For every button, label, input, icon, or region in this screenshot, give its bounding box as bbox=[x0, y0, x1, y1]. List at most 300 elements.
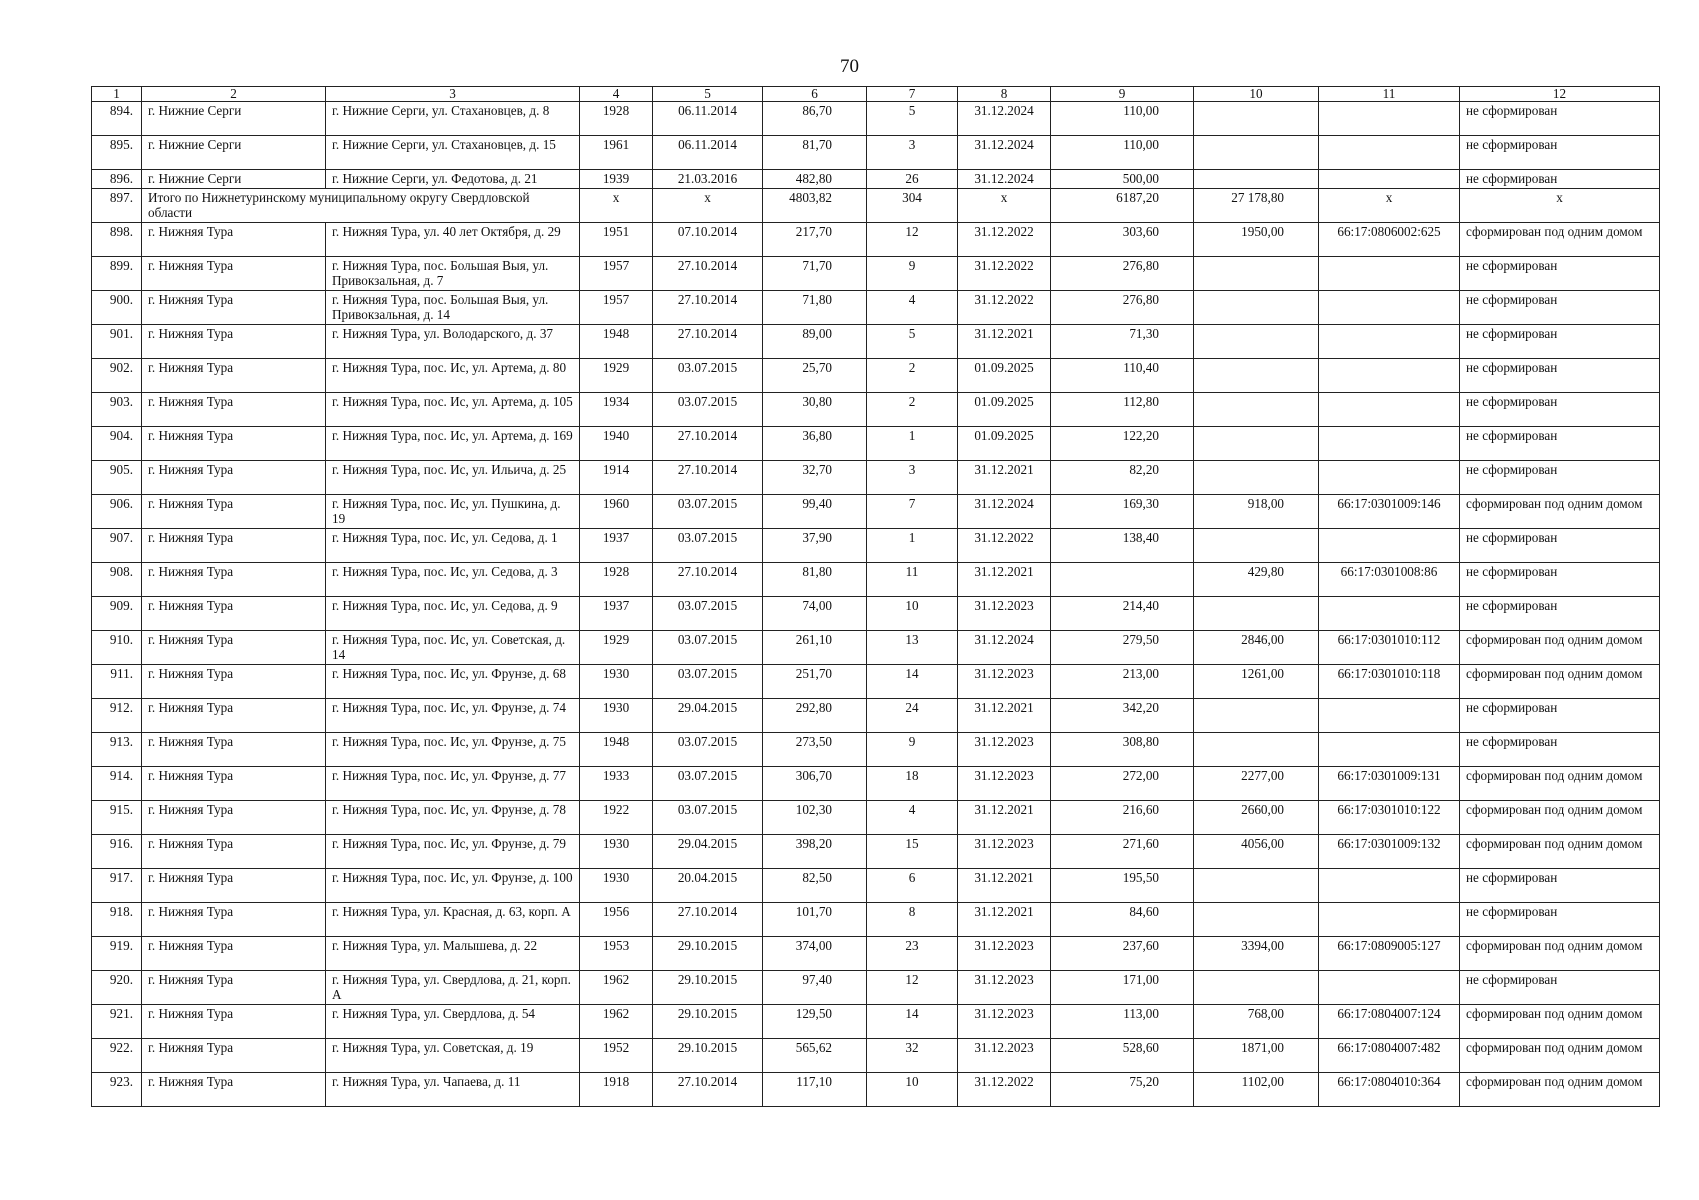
date-cell: 06.11.2014 bbox=[653, 102, 763, 136]
deadline-cell: 31.12.2024 bbox=[958, 102, 1051, 136]
land-area-cell: 82,20 bbox=[1051, 461, 1194, 495]
deadline-cell: 31.12.2021 bbox=[958, 325, 1051, 359]
year-cell: 1937 bbox=[580, 529, 653, 563]
city-cell: г. Нижняя Тура bbox=[142, 801, 326, 835]
people-cell: 8 bbox=[867, 903, 958, 937]
table-row bbox=[92, 257, 1660, 291]
area-cell: 81,70 bbox=[763, 136, 867, 170]
city-cell: г. Нижние Серги bbox=[142, 102, 326, 136]
date-cell: 27.10.2014 bbox=[653, 461, 763, 495]
table-row bbox=[92, 223, 1660, 257]
land-area-cell: 138,40 bbox=[1051, 529, 1194, 563]
column-number-row bbox=[92, 87, 1660, 102]
address-cell: г. Нижняя Тура, пос. Ис, ул. Артема, д. 80 bbox=[326, 359, 580, 393]
deadline-cell: 31.12.2021 bbox=[958, 869, 1051, 903]
status-cell: сформирован под одним домом bbox=[1460, 767, 1660, 801]
fact-area-cell bbox=[1194, 529, 1319, 563]
table-row bbox=[92, 869, 1660, 903]
area-cell: 74,00 bbox=[763, 597, 867, 631]
land-area-cell: 528,60 bbox=[1051, 1039, 1194, 1073]
cadastral-number-cell: 66:17:0301009:132 bbox=[1319, 835, 1460, 869]
column-header: 5 bbox=[653, 87, 763, 102]
rows-after bbox=[92, 223, 1660, 1107]
table-row bbox=[92, 1039, 1660, 1073]
deadline-cell: 31.12.2023 bbox=[958, 733, 1051, 767]
date-cell: 03.07.2015 bbox=[653, 495, 763, 529]
city-cell: г. Нижняя Тура bbox=[142, 223, 326, 257]
year-cell: 1957 bbox=[580, 257, 653, 291]
area-cell: 129,50 bbox=[763, 1005, 867, 1039]
row-number: 921. bbox=[92, 1005, 142, 1039]
deadline-cell: 01.09.2025 bbox=[958, 427, 1051, 461]
row-number: 911. bbox=[92, 665, 142, 699]
area-cell: 36,80 bbox=[763, 427, 867, 461]
fact-area-cell bbox=[1194, 903, 1319, 937]
column-header: 10 bbox=[1194, 87, 1319, 102]
address-cell: г. Нижняя Тура, пос. Ис, ул. Советская, д. 14 bbox=[326, 631, 580, 665]
land-area-cell: 272,00 bbox=[1051, 767, 1194, 801]
cadastral-number-cell: 66:17:0301009:131 bbox=[1319, 767, 1460, 801]
fact-area-cell bbox=[1194, 733, 1319, 767]
area-cell: 565,62 bbox=[763, 1039, 867, 1073]
address-cell: г. Нижняя Тура, ул. 40 лет Октября, д. 29 bbox=[326, 223, 580, 257]
people-cell: 1 bbox=[867, 529, 958, 563]
row-number: 901. bbox=[92, 325, 142, 359]
city-cell: г. Нижняя Тура bbox=[142, 325, 326, 359]
deadline-cell: 31.12.2022 bbox=[958, 291, 1051, 325]
year-cell: 1948 bbox=[580, 733, 653, 767]
area-cell: 102,30 bbox=[763, 801, 867, 835]
people-cell: 2 bbox=[867, 359, 958, 393]
area-cell: 99,40 bbox=[763, 495, 867, 529]
deadline-cell: 31.12.2021 bbox=[958, 461, 1051, 495]
deadline-cell: 31.12.2024 bbox=[958, 170, 1051, 189]
column-header: 6 bbox=[763, 87, 867, 102]
status-cell: не сформирован bbox=[1460, 903, 1660, 937]
date-cell: 03.07.2015 bbox=[653, 597, 763, 631]
year-cell: 1957 bbox=[580, 291, 653, 325]
fact-area-cell bbox=[1194, 427, 1319, 461]
area-cell: 306,70 bbox=[763, 767, 867, 801]
year-cell: 1953 bbox=[580, 937, 653, 971]
date-cell: 03.07.2015 bbox=[653, 767, 763, 801]
area-cell: 81,80 bbox=[763, 563, 867, 597]
area-cell: 71,70 bbox=[763, 257, 867, 291]
status-cell: не сформирован bbox=[1460, 257, 1660, 291]
page-number: 70 bbox=[840, 56, 859, 77]
land-area-cell bbox=[1051, 563, 1194, 597]
land-area-cell: 279,50 bbox=[1051, 631, 1194, 665]
address-cell: г. Нижняя Тура, пос. Ис, ул. Седова, д. 9 bbox=[326, 597, 580, 631]
date-cell: 07.10.2014 bbox=[653, 223, 763, 257]
city-cell: г. Нижняя Тура bbox=[142, 597, 326, 631]
cell: х bbox=[958, 189, 1051, 223]
table-row bbox=[92, 359, 1660, 393]
year-cell: 1930 bbox=[580, 835, 653, 869]
land-area-cell: 303,60 bbox=[1051, 223, 1194, 257]
cadastral-number-cell: 66:17:0301010:112 bbox=[1319, 631, 1460, 665]
area-cell: 217,70 bbox=[763, 223, 867, 257]
year-cell: 1929 bbox=[580, 631, 653, 665]
city-cell: г. Нижняя Тура bbox=[142, 971, 326, 1005]
date-cell: 29.04.2015 bbox=[653, 699, 763, 733]
cadastral-number-cell: 66:17:0804007:482 bbox=[1319, 1039, 1460, 1073]
fact-area-cell: 2277,00 bbox=[1194, 767, 1319, 801]
deadline-cell: 01.09.2025 bbox=[958, 359, 1051, 393]
date-cell: 21.03.2016 bbox=[653, 170, 763, 189]
row-number: 912. bbox=[92, 699, 142, 733]
cadastral-number-cell bbox=[1319, 393, 1460, 427]
city-cell: г. Нижняя Тура bbox=[142, 631, 326, 665]
fact-area-cell: 2846,00 bbox=[1194, 631, 1319, 665]
year-cell: 1937 bbox=[580, 597, 653, 631]
cell: х bbox=[580, 189, 653, 223]
city-cell: г. Нижняя Тура bbox=[142, 733, 326, 767]
address-cell: г. Нижняя Тура, пос. Ис, ул. Ильича, д. 25 bbox=[326, 461, 580, 495]
address-cell: г. Нижняя Тура, пос. Ис, ул. Фрунзе, д. 100 bbox=[326, 869, 580, 903]
column-header: 12 bbox=[1460, 87, 1660, 102]
table-row bbox=[92, 461, 1660, 495]
cadastral-number-cell: 66:17:0301009:146 bbox=[1319, 495, 1460, 529]
deadline-cell: 31.12.2022 bbox=[958, 257, 1051, 291]
land-area-cell: 195,50 bbox=[1051, 869, 1194, 903]
address-cell: г. Нижняя Тура, пос. Ис, ул. Фрунзе, д. 78 bbox=[326, 801, 580, 835]
status-cell: не сформирован bbox=[1460, 102, 1660, 136]
cadastral-number-cell: 66:17:0809005:127 bbox=[1319, 937, 1460, 971]
address-cell: г. Нижняя Тура, пос. Большая Выя, ул. Привокзальная, д. 14 bbox=[326, 291, 580, 325]
date-cell: 27.10.2014 bbox=[653, 291, 763, 325]
housing-table bbox=[91, 86, 1660, 1107]
area-cell: 32,70 bbox=[763, 461, 867, 495]
city-cell: г. Нижние Серги bbox=[142, 136, 326, 170]
address-cell: г. Нижняя Тура, пос. Ис, ул. Фрунзе, д. 77 bbox=[326, 767, 580, 801]
table-row bbox=[92, 733, 1660, 767]
city-cell: г. Нижняя Тура bbox=[142, 869, 326, 903]
table-row bbox=[92, 835, 1660, 869]
column-header: 11 bbox=[1319, 87, 1460, 102]
row-number: 898. bbox=[92, 223, 142, 257]
people-cell: 26 bbox=[867, 170, 958, 189]
land-area-cell: 112,80 bbox=[1051, 393, 1194, 427]
year-cell: 1951 bbox=[580, 223, 653, 257]
deadline-cell: 01.09.2025 bbox=[958, 393, 1051, 427]
area-cell: 101,70 bbox=[763, 903, 867, 937]
city-cell: г. Нижняя Тура bbox=[142, 393, 326, 427]
status-cell: не сформирован bbox=[1460, 563, 1660, 597]
cadastral-number-cell bbox=[1319, 325, 1460, 359]
land-area-cell: 110,00 bbox=[1051, 102, 1194, 136]
city-cell: г. Нижняя Тура bbox=[142, 835, 326, 869]
status-cell: не сформирован bbox=[1460, 597, 1660, 631]
address-cell: г. Нижняя Тура, пос. Ис, ул. Пушкина, д. 19 bbox=[326, 495, 580, 529]
address-cell: г. Нижние Серги, ул. Федотова, д. 21 bbox=[326, 170, 580, 189]
people-cell: 18 bbox=[867, 767, 958, 801]
row-number: 894. bbox=[92, 102, 142, 136]
cadastral-number-cell bbox=[1319, 903, 1460, 937]
area-cell: 261,10 bbox=[763, 631, 867, 665]
area-cell: 292,80 bbox=[763, 699, 867, 733]
status-cell: сформирован под одним домом bbox=[1460, 495, 1660, 529]
year-cell: 1952 bbox=[580, 1039, 653, 1073]
status-cell: сформирован под одним домом bbox=[1460, 223, 1660, 257]
people-cell: 24 bbox=[867, 699, 958, 733]
status-cell: не сформирован bbox=[1460, 733, 1660, 767]
land-area-cell: 213,00 bbox=[1051, 665, 1194, 699]
date-cell: 29.10.2015 bbox=[653, 937, 763, 971]
people-cell: 12 bbox=[867, 971, 958, 1005]
area-cell: 82,50 bbox=[763, 869, 867, 903]
cell: 4803,82 bbox=[763, 189, 867, 223]
cadastral-number-cell bbox=[1319, 170, 1460, 189]
row-number: 899. bbox=[92, 257, 142, 291]
table-row bbox=[92, 597, 1660, 631]
column-header: 3 bbox=[326, 87, 580, 102]
deadline-cell: 31.12.2023 bbox=[958, 971, 1051, 1005]
people-cell: 3 bbox=[867, 461, 958, 495]
deadline-cell: 31.12.2022 bbox=[958, 223, 1051, 257]
address-cell: г. Нижняя Тура, ул. Красная, д. 63, корп. А bbox=[326, 903, 580, 937]
people-cell: 7 bbox=[867, 495, 958, 529]
area-cell: 30,80 bbox=[763, 393, 867, 427]
row-number: 917. bbox=[92, 869, 142, 903]
area-cell: 273,50 bbox=[763, 733, 867, 767]
status-cell: сформирован под одним домом bbox=[1460, 801, 1660, 835]
date-cell: 03.07.2015 bbox=[653, 529, 763, 563]
fact-area-cell: 2660,00 bbox=[1194, 801, 1319, 835]
cadastral-number-cell: 66:17:0301008:86 bbox=[1319, 563, 1460, 597]
date-cell: 27.10.2014 bbox=[653, 563, 763, 597]
land-area-cell: 71,30 bbox=[1051, 325, 1194, 359]
row-number: 907. bbox=[92, 529, 142, 563]
city-cell: г. Нижняя Тура bbox=[142, 291, 326, 325]
area-cell: 374,00 bbox=[763, 937, 867, 971]
people-cell: 1 bbox=[867, 427, 958, 461]
year-cell: 1930 bbox=[580, 665, 653, 699]
people-cell: 15 bbox=[867, 835, 958, 869]
total-row bbox=[92, 189, 1660, 223]
table-row bbox=[92, 325, 1660, 359]
table-row bbox=[92, 102, 1660, 136]
fact-area-cell bbox=[1194, 291, 1319, 325]
people-cell: 4 bbox=[867, 291, 958, 325]
address-cell: г. Нижняя Тура, пос. Ис, ул. Фрунзе, д. 79 bbox=[326, 835, 580, 869]
land-area-cell: 169,30 bbox=[1051, 495, 1194, 529]
deadline-cell: 31.12.2021 bbox=[958, 903, 1051, 937]
people-cell: 2 bbox=[867, 393, 958, 427]
fact-area-cell bbox=[1194, 325, 1319, 359]
date-cell: 29.10.2015 bbox=[653, 971, 763, 1005]
date-cell: 29.10.2015 bbox=[653, 1039, 763, 1073]
year-cell: 1960 bbox=[580, 495, 653, 529]
row-number: 913. bbox=[92, 733, 142, 767]
date-cell: 27.10.2014 bbox=[653, 903, 763, 937]
row-number: 915. bbox=[92, 801, 142, 835]
date-cell: 06.11.2014 bbox=[653, 136, 763, 170]
deadline-cell: 31.12.2024 bbox=[958, 495, 1051, 529]
cell: х bbox=[653, 189, 763, 223]
people-cell: 32 bbox=[867, 1039, 958, 1073]
city-cell: г. Нижняя Тура bbox=[142, 359, 326, 393]
year-cell: 1930 bbox=[580, 869, 653, 903]
people-cell: 12 bbox=[867, 223, 958, 257]
city-cell: г. Нижняя Тура bbox=[142, 1005, 326, 1039]
deadline-cell: 31.12.2021 bbox=[958, 801, 1051, 835]
address-cell: г. Нижняя Тура, пос. Ис, ул. Фрунзе, д. 75 bbox=[326, 733, 580, 767]
cadastral-number-cell bbox=[1319, 359, 1460, 393]
year-cell: 1939 bbox=[580, 170, 653, 189]
city-cell: г. Нижняя Тура bbox=[142, 461, 326, 495]
status-cell: сформирован под одним домом bbox=[1460, 1073, 1660, 1107]
fact-area-cell: 768,00 bbox=[1194, 1005, 1319, 1039]
date-cell: 20.04.2015 bbox=[653, 869, 763, 903]
address-cell: г. Нижняя Тура, ул. Свердлова, д. 21, корп. А bbox=[326, 971, 580, 1005]
people-cell: 11 bbox=[867, 563, 958, 597]
land-area-cell: 84,60 bbox=[1051, 903, 1194, 937]
fact-area-cell: 3394,00 bbox=[1194, 937, 1319, 971]
row-number: 923. bbox=[92, 1073, 142, 1107]
year-cell: 1934 bbox=[580, 393, 653, 427]
cadastral-number-cell bbox=[1319, 971, 1460, 1005]
deadline-cell: 31.12.2023 bbox=[958, 767, 1051, 801]
cadastral-number-cell bbox=[1319, 427, 1460, 461]
date-cell: 03.07.2015 bbox=[653, 801, 763, 835]
address-cell: г. Нижние Серги, ул. Стахановцев, д. 15 bbox=[326, 136, 580, 170]
year-cell: 1962 bbox=[580, 1005, 653, 1039]
year-cell: 1948 bbox=[580, 325, 653, 359]
status-cell: сформирован под одним домом bbox=[1460, 937, 1660, 971]
land-area-cell: 271,60 bbox=[1051, 835, 1194, 869]
column-header: 8 bbox=[958, 87, 1051, 102]
area-cell: 251,70 bbox=[763, 665, 867, 699]
row-number: 897. bbox=[92, 189, 142, 223]
people-cell: 6 bbox=[867, 869, 958, 903]
city-cell: г. Нижние Серги bbox=[142, 170, 326, 189]
status-cell: не сформирован bbox=[1460, 869, 1660, 903]
table-row bbox=[92, 170, 1660, 189]
table-row bbox=[92, 136, 1660, 170]
row-number: 909. bbox=[92, 597, 142, 631]
row-number: 908. bbox=[92, 563, 142, 597]
date-cell: 03.07.2015 bbox=[653, 393, 763, 427]
land-area-cell: 214,40 bbox=[1051, 597, 1194, 631]
address-cell: г. Нижняя Тура, пос. Ис, ул. Фрунзе, д. 74 bbox=[326, 699, 580, 733]
year-cell: 1933 bbox=[580, 767, 653, 801]
year-cell: 1956 bbox=[580, 903, 653, 937]
table-row bbox=[92, 801, 1660, 835]
land-area-cell: 75,20 bbox=[1051, 1073, 1194, 1107]
area-cell: 71,80 bbox=[763, 291, 867, 325]
column-header: 7 bbox=[867, 87, 958, 102]
people-cell: 9 bbox=[867, 733, 958, 767]
city-cell: г. Нижняя Тура bbox=[142, 1039, 326, 1073]
row-number: 904. bbox=[92, 427, 142, 461]
fact-area-cell: 4056,00 bbox=[1194, 835, 1319, 869]
area-cell: 117,10 bbox=[763, 1073, 867, 1107]
row-number: 895. bbox=[92, 136, 142, 170]
fact-area-cell bbox=[1194, 971, 1319, 1005]
city-cell: г. Нижняя Тура bbox=[142, 699, 326, 733]
area-cell: 482,80 bbox=[763, 170, 867, 189]
row-number: 900. bbox=[92, 291, 142, 325]
row-number: 918. bbox=[92, 903, 142, 937]
table-row bbox=[92, 631, 1660, 665]
year-cell: 1918 bbox=[580, 1073, 653, 1107]
year-cell: 1928 bbox=[580, 102, 653, 136]
deadline-cell: 31.12.2021 bbox=[958, 563, 1051, 597]
row-number: 914. bbox=[92, 767, 142, 801]
year-cell: 1940 bbox=[580, 427, 653, 461]
row-number: 920. bbox=[92, 971, 142, 1005]
row-number: 916. bbox=[92, 835, 142, 869]
city-cell: г. Нижняя Тура bbox=[142, 1073, 326, 1107]
table-row bbox=[92, 529, 1660, 563]
status-cell: не сформирован bbox=[1460, 529, 1660, 563]
address-cell: г. Нижняя Тура, ул. Володарского, д. 37 bbox=[326, 325, 580, 359]
cadastral-number-cell bbox=[1319, 597, 1460, 631]
table-row bbox=[92, 563, 1660, 597]
table-row bbox=[92, 1005, 1660, 1039]
table-row bbox=[92, 427, 1660, 461]
row-number: 906. bbox=[92, 495, 142, 529]
land-area-cell: 237,60 bbox=[1051, 937, 1194, 971]
date-cell: 03.07.2015 bbox=[653, 733, 763, 767]
column-header: 1 bbox=[92, 87, 142, 102]
fact-area-cell: 1261,00 bbox=[1194, 665, 1319, 699]
column-header: 4 bbox=[580, 87, 653, 102]
address-cell: г. Нижняя Тура, ул. Советская, д. 19 bbox=[326, 1039, 580, 1073]
cell: х bbox=[1460, 189, 1660, 223]
cadastral-number-cell bbox=[1319, 869, 1460, 903]
year-cell: 1914 bbox=[580, 461, 653, 495]
city-cell: г. Нижняя Тура bbox=[142, 903, 326, 937]
address-cell: г. Нижняя Тура, пос. Ис, ул. Артема, д. 105 bbox=[326, 393, 580, 427]
date-cell: 03.07.2015 bbox=[653, 631, 763, 665]
area-cell: 398,20 bbox=[763, 835, 867, 869]
status-cell: не сформирован bbox=[1460, 461, 1660, 495]
cadastral-number-cell bbox=[1319, 733, 1460, 767]
cadastral-number-cell: 66:17:0804007:124 bbox=[1319, 1005, 1460, 1039]
status-cell: не сформирован bbox=[1460, 393, 1660, 427]
city-cell: г. Нижняя Тура bbox=[142, 937, 326, 971]
city-cell: г. Нижняя Тура bbox=[142, 257, 326, 291]
fact-area-cell: 1102,00 bbox=[1194, 1073, 1319, 1107]
status-cell: не сформирован bbox=[1460, 291, 1660, 325]
date-cell: 03.07.2015 bbox=[653, 359, 763, 393]
cell: 27 178,80 bbox=[1194, 189, 1319, 223]
fact-area-cell: 429,80 bbox=[1194, 563, 1319, 597]
fact-area-cell: 1950,00 bbox=[1194, 223, 1319, 257]
row-number: 896. bbox=[92, 170, 142, 189]
area-cell: 97,40 bbox=[763, 971, 867, 1005]
address-cell: г. Нижняя Тура, пос. Ис, ул. Седова, д. 3 bbox=[326, 563, 580, 597]
row-number: 922. bbox=[92, 1039, 142, 1073]
status-cell: не сформирован bbox=[1460, 136, 1660, 170]
address-cell: г. Нижняя Тура, ул. Свердлова, д. 54 bbox=[326, 1005, 580, 1039]
deadline-cell: 31.12.2023 bbox=[958, 597, 1051, 631]
table-row bbox=[92, 495, 1660, 529]
status-cell: не сформирован bbox=[1460, 325, 1660, 359]
cadastral-number-cell bbox=[1319, 102, 1460, 136]
area-cell: 86,70 bbox=[763, 102, 867, 136]
rows-before bbox=[92, 102, 1660, 189]
land-area-cell: 500,00 bbox=[1051, 170, 1194, 189]
date-cell: 27.10.2014 bbox=[653, 427, 763, 461]
land-area-cell: 308,80 bbox=[1051, 733, 1194, 767]
land-area-cell: 216,60 bbox=[1051, 801, 1194, 835]
people-cell: 4 bbox=[867, 801, 958, 835]
land-area-cell: 276,80 bbox=[1051, 257, 1194, 291]
cadastral-number-cell bbox=[1319, 699, 1460, 733]
